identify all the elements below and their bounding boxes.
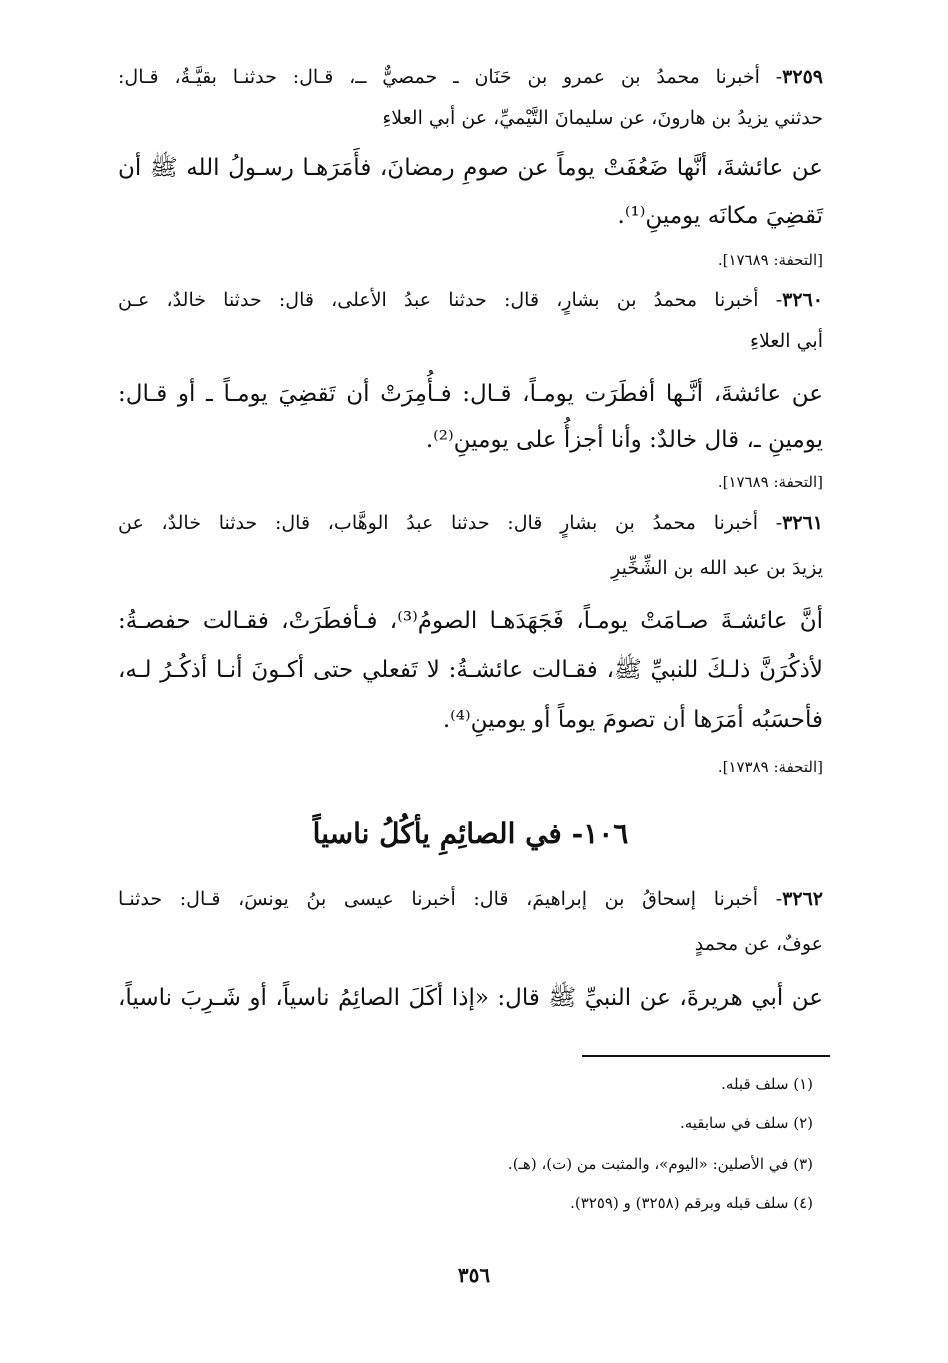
hadith-text: - أخبرنا محمدُ بن بشارٍ، قال: حدثنا عبدُ الأعلى، قال: حدثنا خالدٌ، عـن: [118, 289, 783, 311]
hadith-3259-line-4: تَقضِيَ مكانَه يومينِ⁽¹⁾.: [617, 203, 823, 229]
hadith-3262-line-1: [118, 884, 823, 914]
hadith-3260-line-4: يومينِ ـ، قال خالدٌ: وأنا أجزأُ على يومينِ⁽²⁾.: [425, 427, 823, 453]
tuhfa-reference: [التحفة: ١٧٦٨٩].: [717, 473, 823, 491]
chapter-heading: ١٠٦- في الصائِمِ يأكُلُ ناسياً: [312, 817, 629, 850]
hadith-number: ٣٢٦٠: [782, 289, 823, 311]
footnote-3: (٣) في الأصلين: «اليوم»، والمثبت من (ت)، (هـ).: [507, 1155, 813, 1173]
hadith-text: - أخبرنا إسحاقُ بن إبراهيمَ، قال: أخبرنا عيسى بنُ يونسَ، قـال: حدثنـا: [118, 888, 783, 910]
hadith-number: ٣٢٥٩: [782, 66, 823, 88]
hadith-3259-line-3: عن عائشةَ، أنَّها ضَعُفَتْ يوماً عن صومِ رمضانَ، فأَمَرَهـا رسـولُ الله ﷺ أن: [118, 155, 823, 181]
hadith-3260-line-2: أبي العلاءِ: [750, 330, 823, 352]
hadith-text: - أخبرنا محمدُ بن عمرو بن حَنَان ـ حمصيٌّ ــ، قـال: حدثنـا بقيَّـةُ، قـال:: [118, 66, 783, 88]
footnote-4: (٤) سلف قبله وبرقم (٣٢٥٨) و (٣٢٥٩).: [570, 1194, 813, 1212]
hadith-3262-line-3: عن أبي هريرةَ، عن النبيِّ ﷺ قال: «إذا أكَلَ الصائِمُ ناسياً، أو شَـرِبَ ناسياً،: [118, 985, 823, 1011]
hadith-3261-line-4: لأذكُرَنَّ ذلـكَ للنبيِّ ﷺ، فقـالت عائشـةُ: لا تَفعلي حتى أكـونَ أنـا أذكُـرُ لـه،: [118, 657, 823, 683]
hadith-3261-line-1: [118, 508, 823, 538]
hadith-3262-line-2: عوفٌ، عن محمدٍ: [694, 933, 823, 955]
hadith-number: ٣٢٦١: [782, 512, 823, 534]
tuhfa-reference: [التحفة: ١٧٦٨٩].: [717, 251, 823, 269]
hadith-number: ٣٢٦٢: [782, 888, 823, 910]
footnote-divider: [582, 1055, 830, 1057]
hadith-text: - أخبرنا محمدُ بن بشارٍ قال: حدثنا عبدُ الوهَّاب، قال: حدثنا خالدٌ، عن: [118, 512, 783, 534]
page-number: ٣٥٦: [457, 1263, 491, 1287]
hadith-3261-line-2: يزيدَ بن عبد الله بن الشِّخِّيرِ: [611, 557, 823, 579]
footnote-1: (١) سلف قبله.: [721, 1075, 813, 1093]
hadith-3260-line-1: [118, 285, 823, 315]
hadith-3259-line-2: حدثني يزيدُ بن هارونَ، عن سليمانَ التَّيْميِّ، عن أبي العلاءِ: [382, 107, 823, 129]
tuhfa-reference: [التحفة: ١٧٣٨٩].: [717, 758, 823, 776]
hadith-3260-line-3: عن عائشةَ، أنَّـها أفطَرَت يومـاً، قـال: فـأُمِرَتْ أن تَقضِيَ يومـاً ـ أو قـال:: [118, 381, 823, 407]
hadith-3259-line-1: [118, 62, 823, 92]
footnote-2: (٢) سلف في سابقيه.: [679, 1114, 813, 1132]
hadith-3261-line-5: فأحسَبُه أمَرَها أن تصومَ يوماً أو يومينِ⁽⁴⁾.: [442, 707, 823, 733]
hadith-3261-line-3: أنَّ عائشـةَ صـامَتْ يومـاً، فَجَهَدَهـا الصومُ⁽³⁾، فـأفطَرَتْ، فقـالت حفصـةُ:: [118, 608, 824, 634]
